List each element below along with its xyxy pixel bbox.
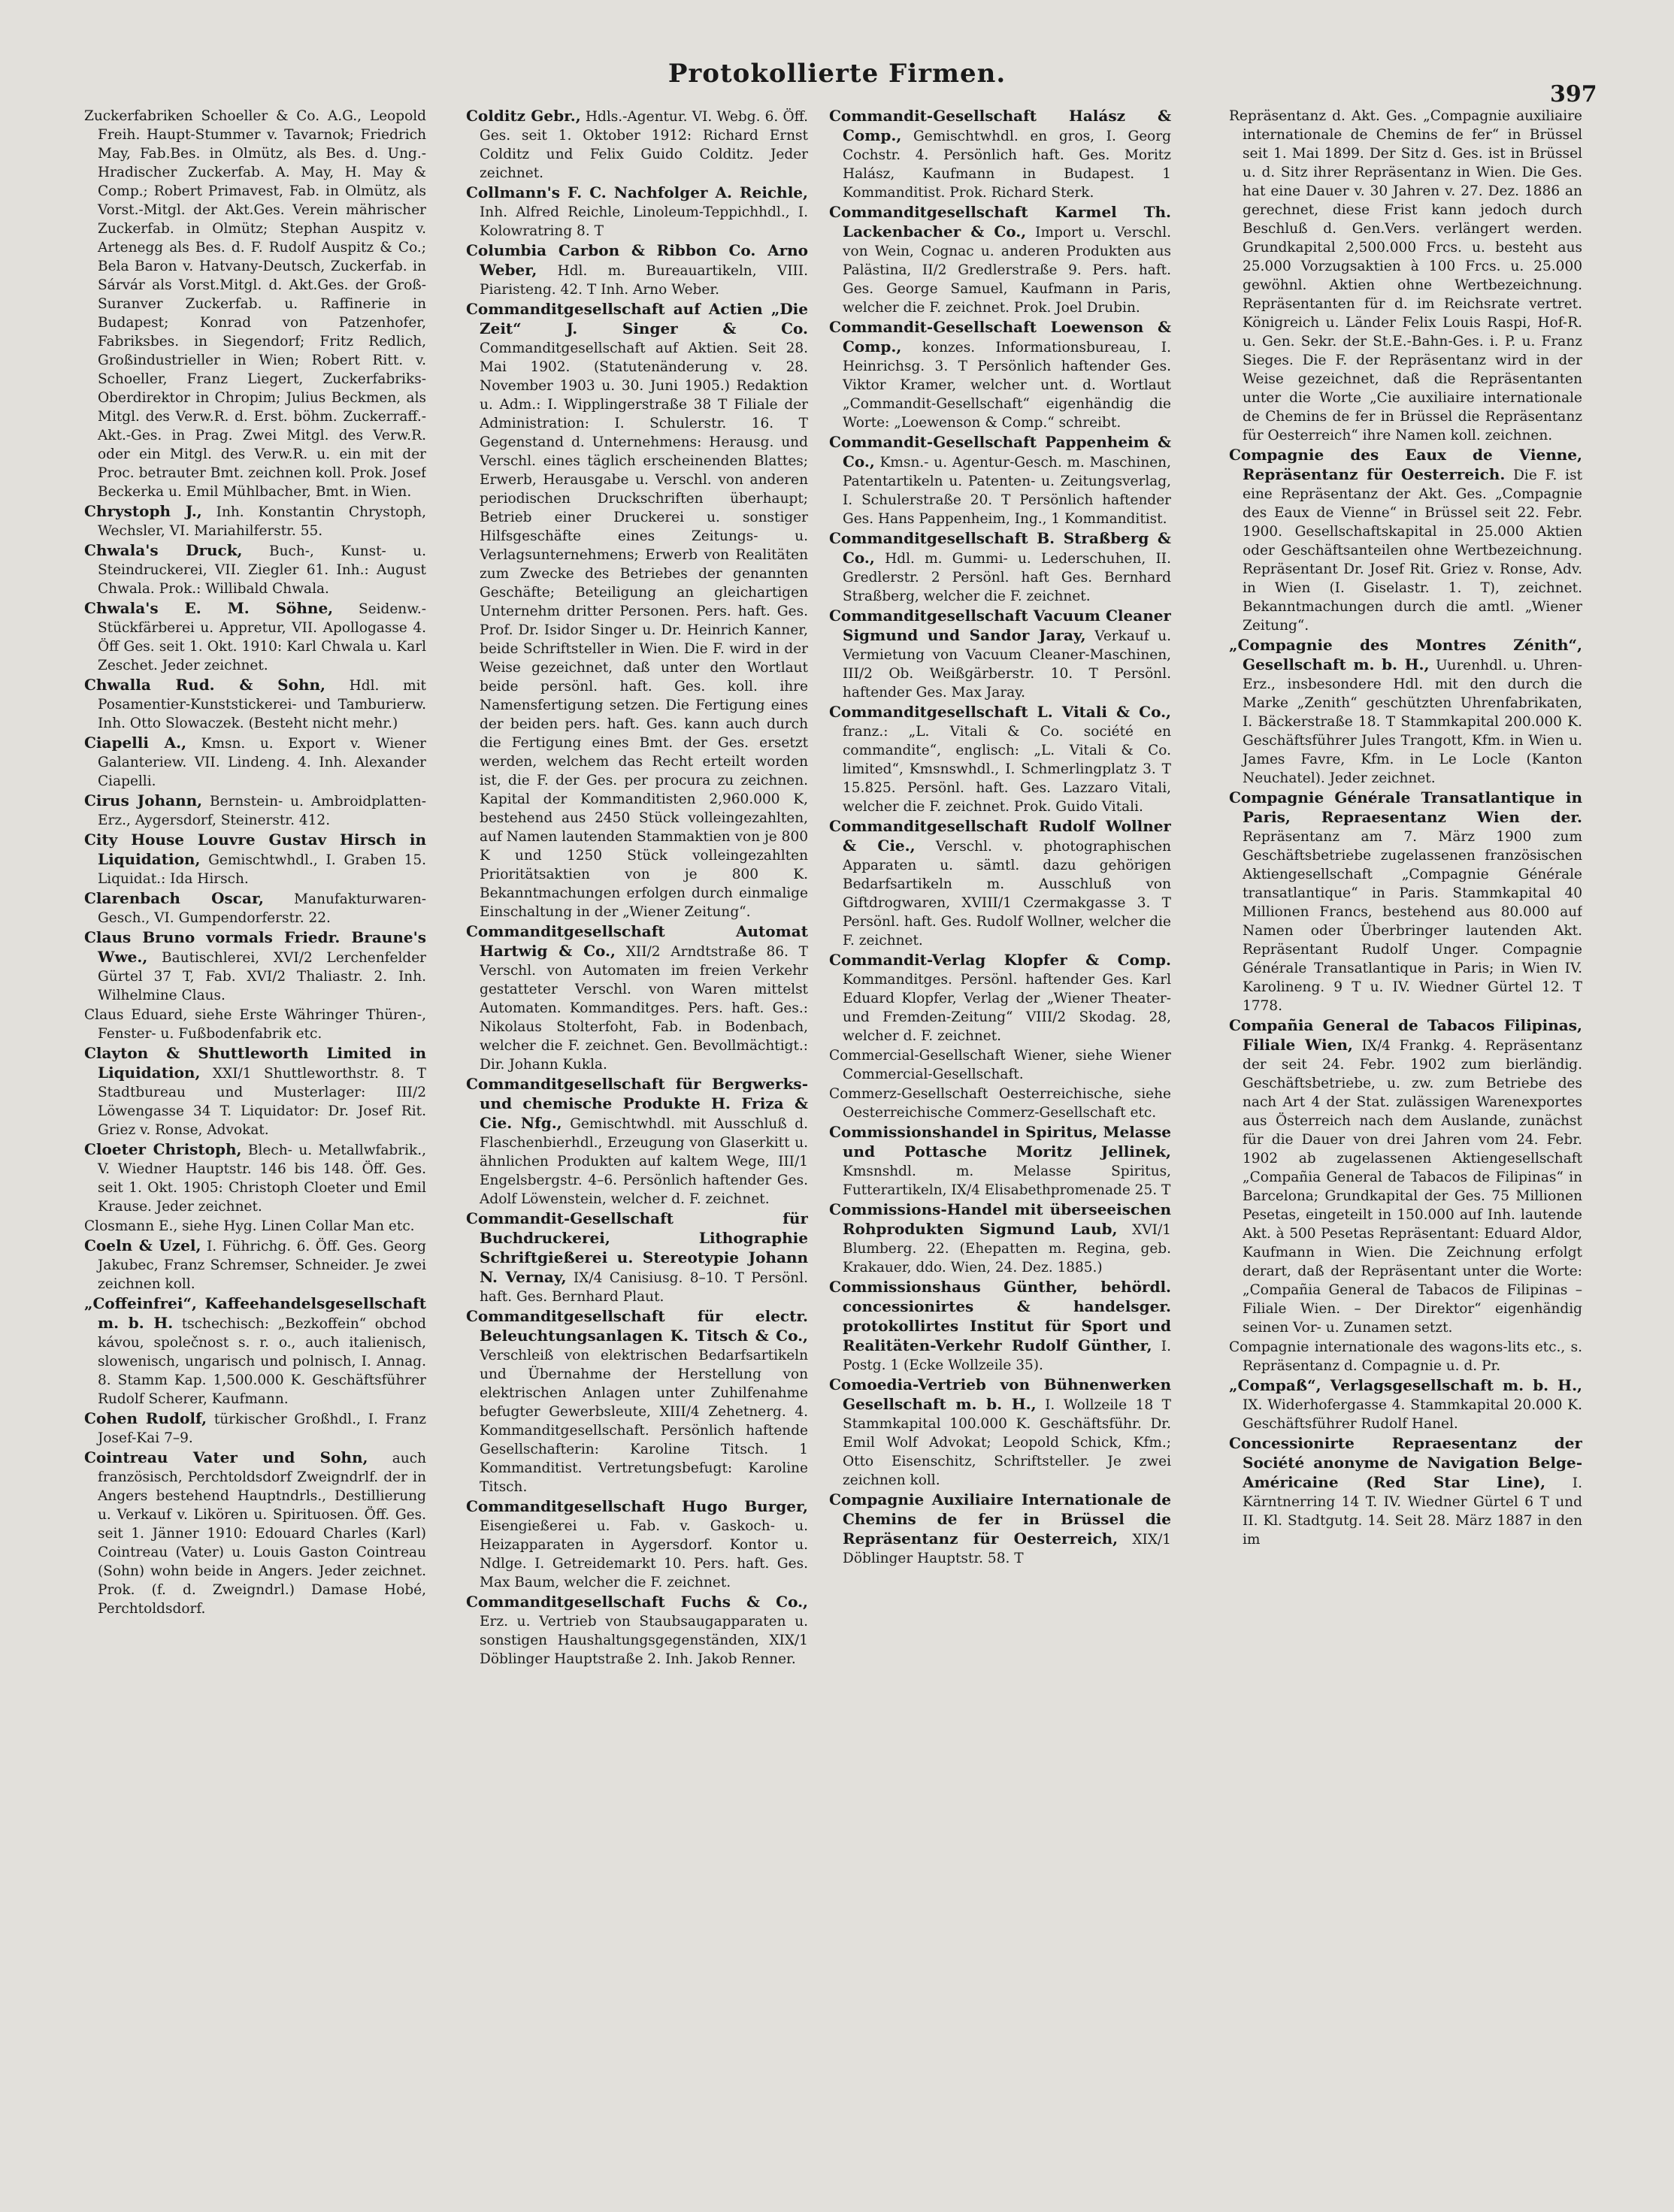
directory-entry bbox=[84, 502, 426, 540]
column-3 bbox=[829, 107, 1171, 2189]
directory-entry bbox=[829, 203, 1171, 317]
directory-entry bbox=[829, 1490, 1171, 1568]
firm-name: Commanditgesellschaft für Bergwerks- und chemische Produkte H. Friza & Cie. Nfg., bbox=[466, 1075, 808, 1132]
firm-name: Chrystoph J., bbox=[84, 502, 202, 520]
directory-entry bbox=[84, 676, 426, 733]
directory-entry bbox=[1229, 788, 1582, 1015]
entry-text: Commercial-Gesellschaft Wiener, siehe Wiener Commercial-Gesellschaft. bbox=[829, 1048, 1171, 1082]
directory-entry bbox=[829, 529, 1171, 606]
entry-text: Verschl. v. photographischen Apparaten u. sämtl. dazu gehörigen Bedarfsartikeln m. Ausschluß von Giftdrogwaren, XVIII/1 Czermakgasse 3. T Persönl. haft. Ges. Rudolf Wollner, welcher die F. zeichnet. bbox=[843, 839, 1171, 949]
firm-name: Claus Bruno vormals Friedr. Braune's Wwe., bbox=[84, 928, 426, 966]
directory-entry bbox=[84, 831, 426, 888]
directory-entry bbox=[1229, 107, 1582, 445]
directory-entry bbox=[466, 1075, 808, 1209]
firm-name: Commandit-Gesellschaft Halász & Comp., bbox=[829, 107, 1171, 144]
firm-name: Compagnie Générale Transatlantique in Paris, Repraesentanz Wien der. bbox=[1229, 788, 1582, 826]
entry-text: franz.: „L. Vitali & Co. société en commandite“, englisch: „L. Vitali & Co. limited“, Kmsnswhdl., I. Schmerlingplatz 3. T 15.825. Persönl. haft. Ges. Lazzaro Vitali, welcher die F. zeichnet. Prok. Guido Vitali. bbox=[843, 724, 1171, 815]
entry-text: Uurenhdl. u. Uhren-Erz., insbesondere Hdl. mit den durch die Marke „Zenith“ geschützten Uhrenfabrikaten, I. Bäckerstraße 18. T Stammkapital 200.000 K. Geschäftsführer Jules Trangott, Kfm. in Wien u. James Favre, Kfm. in Le Locle (Kanton Neuchatel). Jeder zeichnet. bbox=[1243, 658, 1582, 786]
directory-entry bbox=[1229, 1016, 1582, 1337]
directory-entry bbox=[829, 817, 1171, 950]
directory-entry bbox=[1229, 1338, 1582, 1375]
firm-name: Collmann's F. C. Nachfolger A. Reichle, bbox=[466, 183, 808, 201]
firm-name: Chwalla Rud. & Sohn, bbox=[84, 676, 325, 694]
directory-entry bbox=[829, 1278, 1171, 1375]
entry-text: I. Führichg. 6. Öff. Ges. Georg Jakubec, Franz Schremser, Schneider. Je zwei zeichnen koll. bbox=[98, 1239, 426, 1292]
directory-entry bbox=[466, 241, 808, 299]
entry-text: Bautischlerei, XVI/2 Lerchenfelder Gürtel 37 T, Fab. XVI/2 Thaliastr. 2. Inh. Wilhelmine Claus. bbox=[98, 950, 426, 1003]
firm-name: Cloeter Christoph, bbox=[84, 1140, 242, 1158]
entry-text: Kmsnshdl. m. Melasse Spiritus, Futterartikeln, IX/4 Elisabethpromenade 25. T bbox=[843, 1163, 1171, 1198]
firm-name: Commandit-Verlag Klopfer & Comp. bbox=[829, 951, 1171, 969]
firm-name: Commanditgesellschaft Fuchs & Co., bbox=[466, 1593, 808, 1611]
firm-name: Commanditgesellschaft L. Vitali & Co., bbox=[829, 703, 1171, 721]
entry-text: Kmsn.- u. Agentur-Gesch. m. Maschinen, Patentartikeln u. Patenten- u. Zeitungsverlag, I. Schulerstraße 20. T Persönlich haftender Ges. Hans Pappenheim, Ing., 1 Kommanditist. bbox=[843, 455, 1171, 527]
firm-name: „Compagnie des Montres Zénith“, Gesellschaft m. b. H., bbox=[1229, 636, 1582, 673]
directory-entry bbox=[829, 951, 1171, 1045]
entry-text: Repräsentanz d. Akt. Ges. „Compagnie auxiliaire internationale de Chemins de fer“ in Brüssel seit 1. Mai 1899. Der Sitz d. Ges. ist in Brüssel u. d. Sitz ihrer Repräsentanz in Wien. Die Ges. hat eine Dauer v. 30 Jahren v. 27. Dez. 1886 an gerechnet, diese Frist kann jedoch durch Beschluß d. Gen.Vers. verlängert werden. Grundkapital 2,500.000 Frcs. u. besteht aus 25.000 Vorzugsaktien à 100 Frcs. u. 25.000 gewöhnl. Aktien ohne Wertbezeichnung. Repräsentanten für d. im Reichsrate vertret. Königreich u. Länder Felix Louis Raspi, Hof-R. u. Gen. Sekr. der St.E.-Bahn-Ges. i. P. u. Franz Sieges. Die F. der Repräsentanz wird in der Weise gezeichnet, daß die Repräsentanten unter die Worte „Cie auxiliaire internationale de Chemins de fer in Brüssel die Repräsentanz für Oesterreich“ ihre Namen koll. zeichnen. bbox=[1229, 108, 1582, 443]
firm-name: Commandit-Gesellschaft für Buchdruckerei, Lithographie Schriftgießerei u. Stereotypie Johann N. Vernay, bbox=[466, 1209, 808, 1286]
entry-text: XXI/1 Shuttleworthstr. 8. T Stadtbureau und Musterlager: III/2 Löwengasse 34 T. Liquidator: Dr. Josef Rit. Griez v. Ronse, Advokat. bbox=[98, 1066, 426, 1138]
firm-name: Clayton & Shuttleworth Limited in Liquidation, bbox=[84, 1044, 426, 1082]
directory-entry bbox=[829, 318, 1171, 432]
directory-entry bbox=[466, 1307, 808, 1496]
firm-name: Chwala's Druck, bbox=[84, 541, 243, 559]
directory-entry bbox=[466, 300, 808, 921]
page-number: 397 bbox=[1550, 81, 1597, 107]
directory-entry bbox=[466, 183, 808, 241]
firm-name: „Compaß“, Verlagsgesellschaft m. b. H., bbox=[1229, 1376, 1582, 1394]
entry-text: Verkauf u. Vermietung von Vacuum Cleaner-Maschinen, III/2 Ob. Weißgärberstr. 10. T Persönl. haftender Ges. Max Jaray. bbox=[843, 628, 1171, 701]
entry-text: Claus Eduard, siehe Erste Währinger Thüren-, Fenster- u. Fußbodenfabrik etc. bbox=[84, 1007, 426, 1042]
directory-entry bbox=[466, 1497, 808, 1592]
directory-entry bbox=[84, 1294, 426, 1409]
firm-name: Cohen Rudolf, bbox=[84, 1409, 207, 1427]
firm-name: Chwala's E. M. Söhne, bbox=[84, 599, 334, 617]
entry-text: Hdl. m. Gummi- u. Lederschuhen, II. Gredlerstr. 2 Persönl. haft Ges. Bernhard Straßberg, welcher die F. zeichnet. bbox=[843, 551, 1171, 604]
directory-entry bbox=[84, 1409, 426, 1448]
firm-name: Commanditgesellschaft B. Straßberg & Co., bbox=[829, 529, 1171, 567]
entry-text: IX/4 Canisiusg. 8–10. T Persönl. haft. Ges. Bernhard Plaut. bbox=[480, 1270, 808, 1305]
entry-text: Compagnie internationale des wagons-lits etc., s. Repräsentanz d. Compagnie u. d. Pr. bbox=[1229, 1339, 1582, 1374]
directory-entry bbox=[829, 433, 1171, 528]
entry-text: IX. Widerhofergasse 4. Stammkapital 20.000 K. Geschäftsführer Rudolf Hanel. bbox=[1243, 1397, 1582, 1432]
directory-entry bbox=[1229, 1376, 1582, 1433]
directory-entry bbox=[84, 599, 426, 675]
directory-entry bbox=[466, 107, 808, 183]
entry-text: Blech- u. Metallwfabrik., V. Wiedner Hauptstr. 146 bis 148. Öff. Ges. seit 1. Okt. 1905: Christoph Cloeter und Emil Krause. Jeder zeichnet. bbox=[98, 1142, 426, 1215]
entry-text: Kommanditges. Persönl. haftender Ges. Karl Eduard Klopfer, Verlag der „Wiener Theater- und Fremden-Zeitung“ VIII/2 Skodag. 28, welcher d. F. zeichnet. bbox=[843, 972, 1171, 1044]
entry-text: Closmann E., siehe Hyg. Linen Collar Man etc. bbox=[84, 1218, 415, 1234]
entry-text: I. Kärntnerring 14 T. IV. Wiedner Gürtel 6 T und II. Kl. Stadtgutg. 14. Seit 28. März 1887 in den im bbox=[1243, 1475, 1582, 1548]
directory-entry bbox=[829, 1375, 1171, 1490]
firm-name: Ciapelli A., bbox=[84, 734, 187, 752]
entry-text: Hdls.-Agentur. VI. Webg. 6. Öff. Ges. seit 1. Oktober 1912: Richard Ernst Colditz und Felix Guido Colditz. Jeder zeichnet. bbox=[480, 109, 808, 181]
entry-text: Hdl. m. Bureauartikeln, VIII. Piaristeng. 42. T Inh. Arno Weber. bbox=[480, 263, 808, 298]
entry-text: auch französisch, Perchtoldsdorf Zweigndrlf. der in Angers bestehend Hauptndrls., Destillierung u. Verkauf v. Likören u. Spirituosen. Öff. Ges. seit 1. Jänner 1910: Edouard Charles (Karl) Cointreau (Vater) u. Louis Gaston Cointreau (Sohn) wohn beide in Angers. Jeder zeichnet. Prok. (f. d. Zweigndrl.) Damase Hobé, Perchtoldsdorf. bbox=[98, 1451, 426, 1617]
entry-text: Erz. u. Vertrieb von Staubsaugapparaten u. sonstigen Haushaltungsgegenständen, XIX/1 Döblinger Hauptstraße 2. Inh. Jakob Renner. bbox=[480, 1614, 808, 1667]
entry-text: Gemischtwhdl. en gros, I. Georg Cochstr. 4. Persönlich haft. Ges. Moritz Halász, Kaufmann in Budapest. 1 Kommanditist. Prok. Richard Sterk. bbox=[843, 129, 1171, 201]
firm-name: Commanditgesellschaft auf Actien „Die Zeit“ J. Singer & Co. bbox=[466, 300, 808, 337]
directory-entry bbox=[829, 107, 1171, 202]
directory-entry bbox=[466, 1209, 808, 1306]
entry-text: XII/2 Arndtstraße 86. T Verschl. von Automaten im freien Verkehr gestatteter Verschl. von Waren mittelst Automaten. Kommanditges. Pers. haft. Ges.: Nikolaus Stolterfoht, Fab. in Bodenbach, welcher die F. zeichnet. Gen. Bevollmächtigt.: Dir. Johann Kukla. bbox=[480, 944, 808, 1073]
firm-name: Commanditgesellschaft Karmel Th. Lackenbacher & Co., bbox=[829, 203, 1171, 241]
entry-text: Buch-, Kunst- u. Steindruckerei, VII. Ziegler 61. Inh.: August Chwala. Prok.: Willibald Chwala. bbox=[98, 543, 426, 597]
firm-name: Cirus Johann, bbox=[84, 791, 203, 809]
directory-entry bbox=[84, 107, 426, 501]
entry-text: Seidenw.-Stückfärberei u. Appretur, VII. Apollogasse 4. Öff Ges. seit 1. Okt. 1910: Karl Chwala u. Karl Zeschet. Jeder zeichnet. bbox=[98, 601, 426, 673]
entry-text: XVI/1 Blumberg. 22. (Ehepatten m. Regina, geb. Krakauer, ddo. Wien, 24. Dez. 1885.) bbox=[843, 1222, 1171, 1275]
directory-entry bbox=[829, 607, 1171, 702]
directory-entry bbox=[84, 928, 426, 1005]
column-1 bbox=[84, 107, 426, 2189]
entry-text: Commerz-Gesellschaft Oesterreichische, siehe Oesterreichische Commerz-Gesellschaft etc. bbox=[829, 1086, 1171, 1121]
entry-text: Eisengießerei u. Fab. v. Gaskoch- u. Heizapparaten in Aygersdorf. Kontor u. Ndlge. I. Getreidemarkt 10. Pers. haft. Ges. Max Baum, welcher die F. zeichnet. bbox=[480, 1518, 808, 1590]
entry-text: Manufakturwaren-Gesch., VI. Gumpendorferstr. 22. bbox=[98, 891, 426, 926]
directory-entry bbox=[829, 1123, 1171, 1200]
page-title: Protokollierte Firmen. bbox=[667, 59, 1007, 89]
directory-entry bbox=[84, 1448, 426, 1618]
directory-entry bbox=[84, 1236, 426, 1294]
entry-text: IX/4 Frankg. 4. Repräsentanz der seit 24. Febr. 1902 zum bierländig. Geschäftsbetriebe, u. zw. zum Betriebe des nach Art 4 der Stat. zulässigen Warenexportes aus Österreich nach dem Auslande, zunächst für die Dauer von drei Jahren vom 24. Febr. 1902 ab zugelassenen Aktiengesellschaft „Compañia General de Tabacos de Filipinas“ in Barcelona; Grundkapital der Ges. 75 Millionen Pesetas, eingeteilt in 150.000 auf Inh. lautende Akt. à 500 Pesetas Repräsentant: Eduard Aldor, Kaufmann in Wien. Die Zeichnung erfolgt derart, daß der Repräsentant unter die Worte: „Compañia General de Tabacos de Filipinas – Filiale Wien. – Der Direktor“ eigenhändig seinen Vor- u. Zunamen setzt. bbox=[1243, 1038, 1582, 1336]
directory-entry bbox=[84, 1006, 426, 1043]
firm-name: Concessionirte Repraesentanz der Société anonyme de Navigation Belge-Américaine (Red Star Line), bbox=[1229, 1434, 1582, 1491]
entry-text: konzes. Informationsbureau, I. Heinrichsg. 3. T Persönlich haftender Ges. Viktor Kramer, welcher unt. d. Wortlaut „Commandit-Gesellschaft“ eigenhändig die Worte: „Loewenson & Comp.“ schreibt. bbox=[843, 340, 1171, 431]
firm-name: Commandit-Gesellschaft Pappenheim & Co., bbox=[829, 433, 1171, 471]
firm-name: Commanditgesellschaft Automat Hartwig & Co., bbox=[466, 922, 808, 960]
directory-entry bbox=[84, 889, 426, 927]
directory-entry bbox=[1229, 1434, 1582, 1549]
column-2 bbox=[466, 107, 808, 2189]
entry-text: Verschleiß von elektrischen Bedarfsartikeln und Übernahme der Herstellung von elektrischen Anlagen unter Zuhilfenahme befugter Gewerbsleute, XIII/4 Zehetnerg. 4. Kommanditgesellschaft. Persönlich haftende Gesellschafterin: Karoline Titsch. 1 Kommanditist. Vertretungsbefugt: Karoline Titsch. bbox=[480, 1348, 808, 1495]
directory-entry bbox=[466, 922, 808, 1074]
entry-text: I. Postg. 1 (Ecke Wollzeile 35). bbox=[843, 1339, 1171, 1373]
directory-entry bbox=[84, 1217, 426, 1236]
directory-entry bbox=[84, 734, 426, 791]
entry-text: Import u. Verschl. von Wein, Cognac u. anderen Produkten aus Palästina, II/2 Gredlerstraße 9. Pers. haft. Ges. George Samuel, Kaufmann in Paris, welcher die F. zeichnet. Prok. Joel Drubin. bbox=[843, 225, 1171, 316]
directory-entry bbox=[829, 1200, 1171, 1277]
directory-entry bbox=[829, 1085, 1171, 1122]
directory-entry bbox=[84, 1140, 426, 1216]
directory-entry bbox=[466, 1593, 808, 1669]
firm-name: Colditz Gebr., bbox=[466, 107, 581, 125]
directory-entry bbox=[1229, 446, 1582, 635]
entry-text: Inh. Konstantin Chrystoph, Wechsler, VI. Mariahilferstr. 55. bbox=[98, 504, 426, 539]
firm-name: Clarenbach Oscar, bbox=[84, 889, 264, 907]
entry-text: Repräsentanz am 7. März 1900 zum Geschäftsbetriebe zugelassenen französischen Aktiengesellschaft „Compagnie Générale transatlantique“ in Paris. Stammkapital 40 Millionen Francs, bestehend aus 80.000 auf Namen oder Überbringer lautenden Akt. Repräsentant Rudolf Unger. Compagnie Générale Transatlantique in Paris; in Wien IV. Karolineng. 9 T u. IV. Wiedner Gürtel 12. T 1778. bbox=[1243, 829, 1582, 1014]
directory-entry bbox=[84, 1044, 426, 1139]
entry-text: Commanditgesellschaft auf Aktien. Seit 28. Mai 1902. (Statutenänderung v. 28. November 1903 u. 30. Juni 1905.) Redaktion u. Adm.: I. Wipplingerstraße 38 T Filiale der Administration: I. Schulerstr. 16. T Gegenstand d. Unternehmens: Herausg. und Verschl. eines täglich erscheinenden Blattes; Erwerb, Herausgabe u. Verschl. von anderen periodischen Druckschriften überhaupt; Betrieb einer Druckerei u. sonstiger Hilfsgeschäfte eines Zeitungs- u. Verlagsunternehmens; Erwerb von Realitäten zum Zwecke des Betriebes der genannten Geschäfte; Beteiligung an gleichartigen Unternehm dritter Personen. Pers. haft. Ges. Prof. Dr. Isidor Singer u. Dr. Heinrich Kanner, beide Schriftsteller in Wien. Die F. wird in der Weise gezeichnet, daß unter den Wortlaut beide persönl. haft. Ges. koll. ihre Namensfertigung setzen. Die Fertigung eines der beiden pers. haft. Ges. kann auch durch die Fertigung eines Bmt. der Ges. ersetzt werden, welchem das Recht erteilt worden ist, die F. der Ges. per procura zu zeichnen. Kapital der Kommanditisten 2,960.000 K, bestehend aus 2450 Stück volleingezahlten, auf Namen lautenden Stammaktien von je 800 K und 1250 Stück volleingezahlten Prioritätsaktien von je 800 K. Bekanntmachungen erfolgen durch einmalige Einschaltung in der „Wiener Zeitung“. bbox=[480, 340, 808, 920]
entry-text: tschechisch: „Bezkoffein“ obchod kávou, společnost s. r. o., auch italienisch, slowenisch, ungarisch und polnisch, I. Annag. 8. Stamm Kap. 1,500.000 K. Geschäftsführer Rudolf Scherer, Kaufmann. bbox=[98, 1316, 426, 1407]
entry-text: Zuckerfabriken Schoeller & Co. A.G., Leopold Freih. Haupt-Stummer v. Tavarnok; Friedrich May, Fab.Bes. in Olmütz, als Bes. d. Ung.-Hradischer Zuckerfab. A. May, H. May & Comp.; Robert Primavest, Fab. in Olmütz, als Vorst.-Mitgl. der Akt.Ges. Verein mährischer Zuckerfab. in Olmütz; Stephan Auspitz v. Artenegg als Bes. d. F. Rudolf Auspitz & Co.; Bela Baron v. Hatvany-Deutsch, Zuckerfab. in Sárvár als Vorst.Mitgl. d. Akt.Ges. der Groß-Suranver Zuckerfab. u. Raffinerie in Budapest; Konrad von Patzenhofer, Fabriksbes. in Siegendorf; Fritz Redlich, Großindustrieller in Wien; Robert Ritt. v. Schoeller, Franz Liegert, Zuckerfabriks-Oberdirektor in Chropim; Julius Beckmen, als Mitgl. des Verw.R. d. Erst. böhm. Zuckerraff.-Akt.-Ges. in Prag. Zwei Mitgl. des Verw.R. oder ein Mitgl. des Verw.R. u. ein mit der Proc. betrauter Bmt. zeichnen koll. Prok. Josef Beckerka u. Emil Mühlbacher, Bmt. in Wien. bbox=[84, 108, 426, 500]
firm-name: Columbia Carbon & Ribbon Co. Arno Weber, bbox=[466, 241, 808, 279]
entry-text: Hdl. mit Posamentier-Kunststickerei- und Tamburierw. Inh. Otto Slowaczek. (Besteht nicht mehr.) bbox=[98, 678, 426, 731]
firm-name: Commissions-Handel mit überseeischen Rohprodukten Sigmund Laub, bbox=[829, 1200, 1171, 1238]
firm-name: „Coffeinfrei“, Kaffeehandelsgesellschaft m. b. H. bbox=[84, 1294, 426, 1332]
firm-name: Cointreau Vater und Sohn, bbox=[84, 1448, 368, 1466]
entry-text: Bernstein- u. Ambroidplatten-Erz., Aygersdorf, Steinerstr. 412. bbox=[98, 794, 426, 828]
directory-entry bbox=[84, 791, 426, 830]
firm-name: Coeln & Uzel, bbox=[84, 1236, 201, 1254]
entry-text: Inh. Alfred Reichle, Linoleum-Teppichhdl., I. Kolowratring 8. T bbox=[480, 204, 808, 239]
firm-name: Commanditgesellschaft Vacuum Cleaner Sigmund und Sandor Jaray, bbox=[829, 607, 1171, 644]
firm-name: Compagnie des Eaux de Vienne, Repräsentanz für Oesterreich. bbox=[1229, 446, 1582, 483]
firm-name: Commanditgesellschaft Rudolf Wollner & Cie., bbox=[829, 817, 1171, 855]
firm-name: Compañia General de Tabacos Filipinas, Filiale Wien, bbox=[1229, 1016, 1582, 1054]
firm-name: Commissionshaus Günther, behördl. concessionirtes & handelsger. protokollirtes Institut für Sport und Realitäten-Verkehr Rudolf Günther, bbox=[829, 1278, 1171, 1354]
entry-text: Gemischtwhdl. mit Ausschluß d. Flaschenbierhdl., Erzeugung von Glaserkitt u. ähnlichen Produkten auf kaltem Wege, III/1 Engelsbergstr. 4–6. Persönlich haftender Ges. Adolf Löwenstein, welcher d. F. zeichnet. bbox=[480, 1116, 808, 1207]
firm-name: Commanditgesellschaft für electr. Beleuchtungsanlagen K. Titsch & Co., bbox=[466, 1307, 808, 1345]
entry-text: türkischer Großhdl., I. Franz Josef-Kai 7–9. bbox=[98, 1412, 426, 1446]
firm-name: Commissionshandel in Spiritus, Melasse und Pottasche Moritz Jellinek, bbox=[829, 1123, 1171, 1160]
entry-text: Kmsn. u. Export v. Wiener Galanteriew. VII. Lindeng. 4. Inh. Alexander Ciapelli. bbox=[98, 736, 426, 789]
entry-text: Die F. ist eine Repräsentanz der Akt. Ges. „Compagnie des Eaux de Vienne“ in Brüssel seit 22. Febr. 1900. Gesellschaftskapital in 25.000 Aktien oder Geschäftsanteilen ohne Wertbezeichnung. Repräsentant Dr. Josef Rit. Griez v. Ronse, Adv. in Wien (I. Giselastr. 1. T), zeichnet. Bekanntmachungen durch die amtl. „Wiener Zeitung“. bbox=[1243, 468, 1582, 634]
directory-entry bbox=[84, 541, 426, 598]
entry-text: XIX/1 Döblinger Hauptstr. 58. T bbox=[843, 1532, 1171, 1566]
firm-name: Commanditgesellschaft Hugo Burger, bbox=[466, 1497, 808, 1515]
entry-text: Gemischtwhdl., I. Graben 15. Liquidat.: Ida Hirsch. bbox=[98, 852, 426, 887]
directory-entry bbox=[829, 703, 1171, 816]
firm-name: City House Louvre Gustav Hirsch in Liquidation, bbox=[84, 831, 426, 868]
firm-name: Compagnie Auxiliaire Internationale de Chemins de fer in Brüssel die Repräsentanz für Oesterreich, bbox=[829, 1490, 1171, 1548]
firm-name: Comoedia-Vertrieb von Bühnenwerken Gesellschaft m. b. H., bbox=[829, 1375, 1171, 1413]
firm-name: Commandit-Gesellschaft Loewenson & Comp., bbox=[829, 318, 1171, 356]
directory-entry bbox=[1229, 636, 1582, 788]
column-4 bbox=[1229, 107, 1582, 2189]
entry-text: I. Wollzeile 18 T Stammkapital 100.000 K. Geschäftsführ. Dr. Emil Wolf Advokat; Leopold Schick, Kfm.; Otto Eisenschitz, Schriftsteller. Je zwei zeichnen koll. bbox=[843, 1397, 1171, 1488]
directory-entry bbox=[829, 1046, 1171, 1084]
